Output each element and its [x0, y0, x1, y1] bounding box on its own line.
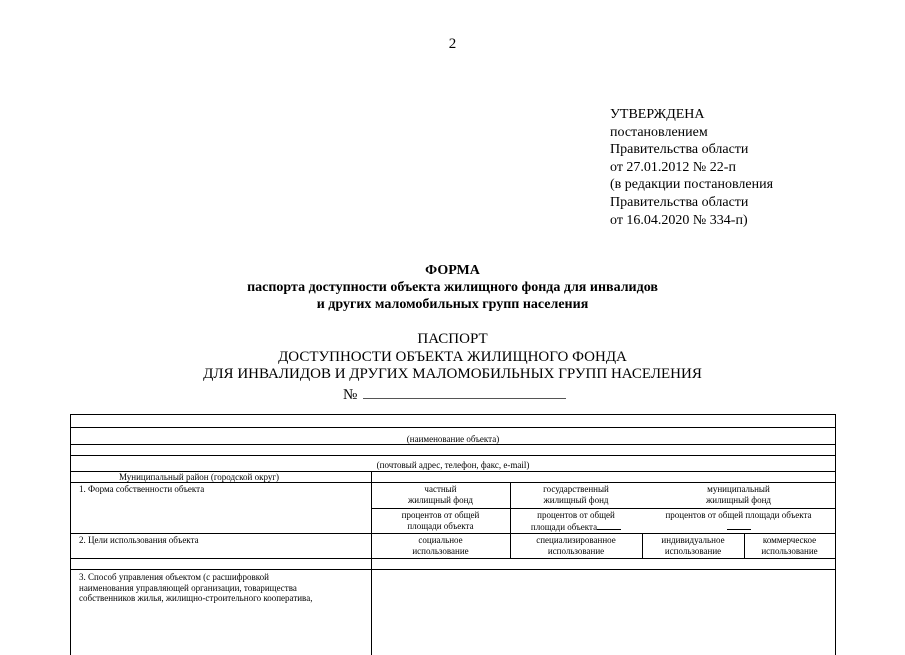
table-rule [371, 508, 835, 509]
management-method-label [79, 572, 312, 604]
municipal-fund-line: жилищный фонд [706, 494, 771, 505]
specialized-use-line: специализированное [536, 535, 616, 545]
private-fund-line: частный [424, 484, 457, 494]
table-rule [71, 533, 835, 534]
commercial-use-option[interactable] [744, 535, 835, 556]
specialized-use-line: использование [547, 545, 605, 556]
passport-title-line: ДЛЯ ИНВАЛИДОВ И ДРУГИХ МАЛОМОБИЛЬНЫХ ГРУПП НАСЕЛЕНИЯ [203, 366, 702, 382]
private-fund-label [371, 484, 510, 505]
private-percent-field[interactable] [371, 510, 510, 531]
social-use-line: социальное [418, 535, 463, 545]
individual-use-line: использование [664, 545, 722, 556]
municipal-percent-line: процентов от общей площади объекта [665, 510, 812, 520]
state-percent-line: процентов от общей [537, 510, 615, 520]
municipal-district-label: Муниципальный район (городской округ) [119, 472, 280, 482]
approval-line: УТВЕРЖДЕНА [610, 107, 705, 122]
object-name-caption: (наименование объекта) [406, 434, 500, 444]
form-title-line: и других маломобильных групп населения [316, 297, 589, 312]
passport-number-field[interactable] [363, 384, 566, 399]
passport-title [0, 331, 905, 384]
passport-title-line: ДОСТУПНОСТИ ОБЪЕКТА ЖИЛИЩНОГО ФОНДА [278, 348, 627, 365]
approval-line: от 16.04.2020 № 334-п) [610, 212, 748, 228]
table-rule [71, 455, 835, 456]
table-rule [71, 558, 835, 559]
ownership-label: 1. Форма собственности объекта [79, 484, 205, 494]
form-title-line: ФОРМА [425, 263, 480, 278]
approval-line: (в редакции постановления [610, 177, 774, 193]
state-percent-field[interactable] [510, 510, 642, 532]
state-percent-line: площади объекта [530, 521, 598, 532]
municipal-percent-field[interactable] [642, 510, 835, 532]
social-use-line: использование [412, 545, 469, 556]
social-use-option[interactable] [371, 535, 510, 556]
approval-stamp [610, 106, 773, 229]
management-method-line: 3. Способ управления объектом (с расшифровкой [79, 572, 269, 582]
municipal-fund-label [642, 484, 835, 505]
commercial-use-line: использование [761, 545, 818, 556]
private-percent-line: площади объекта [407, 520, 474, 531]
form-title-line: паспорта доступности объекта жилищного фонда для инвалидов [247, 280, 658, 295]
passport-title-line: ПАСПОРТ [417, 331, 488, 347]
approval-line: Правительства области [610, 194, 749, 210]
management-method-line: собственников жилья, жилищно-строительного кооператива, [79, 593, 313, 603]
table-rule [71, 569, 835, 570]
number-sign: № [343, 387, 358, 403]
usage-purpose-label: 2. Цели использования объекта [79, 535, 199, 545]
private-fund-line: жилищный фонд [408, 494, 473, 505]
state-fund-label [510, 484, 642, 505]
management-method-line: наименования управляющей организации, товарищества [79, 582, 297, 593]
private-percent-line: процентов от общей [401, 510, 480, 520]
individual-use-option[interactable] [642, 535, 744, 556]
individual-use-line: индивидуальное [661, 535, 725, 545]
fill-blank [597, 521, 621, 530]
approval-line: от 27.01.2012 № 22-п [610, 159, 736, 175]
passport-number-line [343, 384, 566, 404]
commercial-use-line: коммерческое [762, 535, 817, 545]
form-title [0, 262, 905, 313]
table-rule [71, 427, 835, 428]
passport-table [70, 414, 836, 655]
municipal-fund-line: муниципальный [707, 484, 770, 494]
state-fund-line: жилищный фонд [543, 494, 609, 505]
fill-blank [727, 521, 751, 530]
specialized-use-option[interactable] [510, 535, 642, 556]
state-fund-line: государственный [543, 484, 609, 494]
approval-line: Правительства области [610, 142, 749, 158]
approval-line: постановлением [610, 124, 708, 140]
page-number: 2 [448, 36, 457, 52]
address-caption: (почтовый адрес, телефон, факс, e-mail) [376, 460, 530, 470]
